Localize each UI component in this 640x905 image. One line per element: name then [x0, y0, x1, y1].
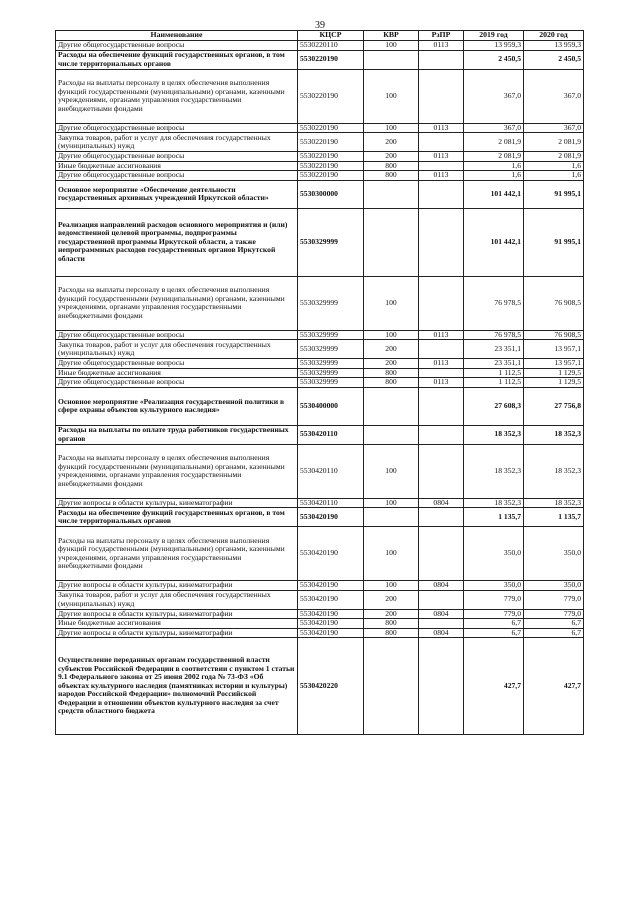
table-row — [56, 387, 584, 425]
table-row — [56, 378, 584, 388]
header-kcsr: КЦСР — [298, 31, 364, 41]
row-value-2019: 2 450,5 — [464, 50, 524, 69]
row-rzpr: 0804 — [419, 609, 464, 619]
row-rzpr: 0113 — [419, 378, 464, 388]
row-kcsr: 5530220190 — [298, 171, 364, 181]
row-kcsr: 5530220190 — [298, 161, 364, 171]
row-name: Расходы на обеспечение функций государственных органов, в том числе территориальных органов — [56, 50, 298, 69]
row-kvr: 800 — [364, 161, 419, 171]
row-value-2019: 350,0 — [464, 581, 524, 591]
row-rzpr — [419, 50, 464, 69]
row-kvr — [364, 425, 419, 444]
row-value-2019: 1 112,5 — [464, 368, 524, 378]
row-value-2019: 2 081,9 — [464, 133, 524, 152]
table-row — [56, 359, 584, 369]
table-body — [56, 41, 584, 735]
row-kcsr: 5530329999 — [298, 276, 364, 330]
row-kcsr: 5530420110 — [298, 444, 364, 498]
row-name: Расходы на выплаты персоналу в целях обеспечения выполнения функций государственными (муниципальными) органами, казенными учреждениями, органами управления государственными внебюджетными фондами — [56, 444, 298, 498]
row-value-2019: 18 352,3 — [464, 425, 524, 444]
row-value-2020: 367,0 — [524, 69, 584, 123]
row-value-2020: 6,7 — [524, 628, 584, 638]
row-value-2020: 1 129,5 — [524, 368, 584, 378]
row-kvr — [364, 50, 419, 69]
row-name: Иные бюджетные ассигнования — [56, 368, 298, 378]
row-kcsr: 5530220190 — [298, 69, 364, 123]
row-kcsr: 5530420190 — [298, 609, 364, 619]
row-rzpr: 0113 — [419, 171, 464, 181]
table-row — [56, 444, 584, 498]
row-kvr: 200 — [364, 609, 419, 619]
row-name: Другие вопросы в области культуры, кинематографии — [56, 581, 298, 591]
row-value-2019: 1,6 — [464, 161, 524, 171]
row-value-2020: 2 450,5 — [524, 50, 584, 69]
row-name: Закупка товаров, работ и услуг для обеспечения государственных (муниципальных) нужд — [56, 340, 298, 359]
table-row — [56, 50, 584, 69]
row-kvr: 200 — [364, 340, 419, 359]
row-kcsr: 5530329999 — [298, 378, 364, 388]
row-rzpr — [419, 638, 464, 735]
row-kcsr: 5530220190 — [298, 50, 364, 69]
row-kvr: 100 — [364, 123, 419, 133]
table-row — [56, 152, 584, 162]
row-value-2020: 779,0 — [524, 609, 584, 619]
row-value-2019: 6,7 — [464, 619, 524, 629]
table-row — [56, 619, 584, 629]
row-value-2019: 23 351,1 — [464, 359, 524, 369]
row-value-2020: 27 756,8 — [524, 387, 584, 425]
row-kvr: 800 — [364, 619, 419, 629]
row-value-2020: 18 352,3 — [524, 444, 584, 498]
row-name: Другие общегосударственные вопросы — [56, 171, 298, 181]
row-name: Другие общегосударственные вопросы — [56, 359, 298, 369]
row-name: Закупка товаров, работ и услуг для обеспечения государственных (муниципальных) нужд — [56, 590, 298, 609]
row-value-2019: 23 351,1 — [464, 340, 524, 359]
row-kvr — [364, 208, 419, 276]
table-row — [56, 498, 584, 508]
row-kvr: 100 — [364, 581, 419, 591]
row-kvr: 100 — [364, 444, 419, 498]
budget-table — [55, 30, 584, 735]
table-row — [56, 527, 584, 581]
row-kcsr: 5530420190 — [298, 508, 364, 527]
row-kvr — [364, 180, 419, 208]
row-value-2020: 1 135,7 — [524, 508, 584, 527]
row-kcsr: 5530220190 — [298, 123, 364, 133]
row-name: Иные бюджетные ассигнования — [56, 161, 298, 171]
row-rzpr — [419, 527, 464, 581]
table-row — [56, 590, 584, 609]
row-value-2019: 101 442,1 — [464, 180, 524, 208]
row-kvr: 100 — [364, 41, 419, 51]
row-name: Другие общегосударственные вопросы — [56, 123, 298, 133]
row-value-2020: 6,7 — [524, 619, 584, 629]
row-name: Основное мероприятие «Реализация государственной политики в сфере охраны объектов культурного наследия» — [56, 387, 298, 425]
table-row — [56, 180, 584, 208]
row-kcsr: 5530420220 — [298, 638, 364, 735]
row-kcsr: 5530420190 — [298, 628, 364, 638]
row-kvr: 800 — [364, 368, 419, 378]
row-kcsr: 5530329999 — [298, 359, 364, 369]
row-value-2020: 350,0 — [524, 581, 584, 591]
row-value-2019: 76 978,5 — [464, 330, 524, 340]
row-value-2019: 101 442,1 — [464, 208, 524, 276]
row-rzpr — [419, 340, 464, 359]
row-name: Другие общегосударственные вопросы — [56, 41, 298, 51]
row-value-2020: 76 908,5 — [524, 276, 584, 330]
row-rzpr — [419, 69, 464, 123]
row-kvr: 200 — [364, 152, 419, 162]
row-value-2020: 2 081,9 — [524, 133, 584, 152]
table-header-row — [56, 31, 584, 41]
row-value-2019: 18 352,3 — [464, 498, 524, 508]
header-kvr: КВР — [364, 31, 419, 41]
row-rzpr — [419, 133, 464, 152]
row-value-2020: 427,7 — [524, 638, 584, 735]
row-rzpr: 0804 — [419, 628, 464, 638]
row-kcsr: 5530220110 — [298, 41, 364, 51]
table-row — [56, 628, 584, 638]
table-row — [56, 276, 584, 330]
row-value-2019: 1 112,5 — [464, 378, 524, 388]
row-value-2020: 1,6 — [524, 171, 584, 181]
row-kcsr: 5530420110 — [298, 425, 364, 444]
row-kvr: 100 — [364, 527, 419, 581]
row-kcsr: 5530220190 — [298, 152, 364, 162]
row-kvr: 800 — [364, 171, 419, 181]
row-rzpr — [419, 161, 464, 171]
table-row — [56, 638, 584, 735]
row-kvr: 100 — [364, 498, 419, 508]
row-kcsr: 5530329999 — [298, 340, 364, 359]
table-row — [56, 368, 584, 378]
row-name: Другие общегосударственные вопросы — [56, 330, 298, 340]
table-row — [56, 161, 584, 171]
row-value-2020: 18 352,3 — [524, 498, 584, 508]
row-value-2019: 367,0 — [464, 123, 524, 133]
row-value-2019: 6,7 — [464, 628, 524, 638]
table-row — [56, 171, 584, 181]
row-kvr: 800 — [364, 378, 419, 388]
row-rzpr — [419, 619, 464, 629]
table-row — [56, 330, 584, 340]
table-row — [56, 133, 584, 152]
row-kcsr: 5530420190 — [298, 619, 364, 629]
row-kcsr: 5530329999 — [298, 330, 364, 340]
row-kcsr: 5530420190 — [298, 581, 364, 591]
row-name: Другие вопросы в области культуры, кинематографии — [56, 628, 298, 638]
row-value-2020: 76 908,5 — [524, 330, 584, 340]
row-value-2020: 91 995,1 — [524, 180, 584, 208]
row-value-2020: 2 081,9 — [524, 152, 584, 162]
row-value-2020: 350,0 — [524, 527, 584, 581]
row-kcsr: 5530400000 — [298, 387, 364, 425]
row-value-2019: 367,0 — [464, 69, 524, 123]
row-value-2019: 779,0 — [464, 590, 524, 609]
row-kcsr: 5530420190 — [298, 590, 364, 609]
row-value-2019: 76 978,5 — [464, 276, 524, 330]
row-rzpr — [419, 444, 464, 498]
row-value-2020: 18 352,3 — [524, 425, 584, 444]
row-kvr: 100 — [364, 69, 419, 123]
row-value-2019: 2 081,9 — [464, 152, 524, 162]
row-value-2020: 91 995,1 — [524, 208, 584, 276]
row-rzpr: 0113 — [419, 359, 464, 369]
header-name: Наименование — [56, 31, 298, 41]
row-value-2020: 13 957,1 — [524, 340, 584, 359]
row-rzpr — [419, 387, 464, 425]
row-rzpr — [419, 425, 464, 444]
row-name: Иные бюджетные ассигнования — [56, 619, 298, 629]
row-kvr: 200 — [364, 590, 419, 609]
row-name: Другие вопросы в области культуры, кинематографии — [56, 498, 298, 508]
row-name: Расходы на выплаты персоналу в целях обеспечения выполнения функций государственными (муниципальными) органами, казенными учреждениями, органами управления государственными внебюджетными фондами — [56, 276, 298, 330]
row-rzpr — [419, 508, 464, 527]
row-name: Реализация направлений расходов основного мероприятия и (или) ведомственной целевой программы, подпрограммы государственной программы Иркутской области, а также непрограммных расходов государственных органов Иркутской области — [56, 208, 298, 276]
row-value-2019: 427,7 — [464, 638, 524, 735]
row-kvr: 100 — [364, 330, 419, 340]
row-name: Расходы на выплаты персоналу в целях обеспечения выполнения функций государственными (муниципальными) органами, казенными учреждениями, органами управления государственными внебюджетными фондами — [56, 527, 298, 581]
table-row — [56, 69, 584, 123]
row-rzpr: 0804 — [419, 498, 464, 508]
row-value-2020: 779,0 — [524, 590, 584, 609]
row-value-2020: 367,0 — [524, 123, 584, 133]
row-kvr — [364, 387, 419, 425]
header-year-2019: 2019 год — [464, 31, 524, 41]
row-kcsr: 5530420190 — [298, 527, 364, 581]
row-value-2019: 1,6 — [464, 171, 524, 181]
table-row — [56, 41, 584, 51]
row-rzpr — [419, 208, 464, 276]
row-kcsr: 5530300000 — [298, 180, 364, 208]
row-value-2019: 779,0 — [464, 609, 524, 619]
row-rzpr: 0113 — [419, 41, 464, 51]
row-value-2020: 13 957,1 — [524, 359, 584, 369]
row-kcsr: 5530420110 — [298, 498, 364, 508]
row-rzpr: 0113 — [419, 330, 464, 340]
row-value-2019: 350,0 — [464, 527, 524, 581]
row-name: Другие вопросы в области культуры, кинематографии — [56, 609, 298, 619]
page-number: 39 — [315, 20, 325, 31]
row-name: Расходы на выплаты персоналу в целях обеспечения выполнения функций государственными (муниципальными) органами, казенными учреждениями, органами управления государственными внебюджетными фондами — [56, 69, 298, 123]
row-kvr — [364, 638, 419, 735]
row-name: Основное мероприятие «Обеспечение деятельности государственных архивных учреждений Иркутской области» — [56, 180, 298, 208]
row-rzpr — [419, 276, 464, 330]
table-row — [56, 609, 584, 619]
row-rzpr: 0804 — [419, 581, 464, 591]
row-kvr: 800 — [364, 628, 419, 638]
row-value-2019: 1 135,7 — [464, 508, 524, 527]
table-row — [56, 425, 584, 444]
row-value-2019: 18 352,3 — [464, 444, 524, 498]
table-row — [56, 340, 584, 359]
row-value-2020: 1 129,5 — [524, 378, 584, 388]
row-rzpr: 0113 — [419, 152, 464, 162]
row-name: Расходы на выплаты по оплате труда работников государственных органов — [56, 425, 298, 444]
table-row — [56, 581, 584, 591]
row-kvr: 200 — [364, 359, 419, 369]
row-name: Расходы на обеспечение функций государственных органов, в том числе территориальных органов — [56, 508, 298, 527]
row-kcsr: 5530329999 — [298, 368, 364, 378]
row-kcsr: 5530220190 — [298, 133, 364, 152]
row-kcsr: 5530329999 — [298, 208, 364, 276]
header-rzpr: РзПР — [419, 31, 464, 41]
header-year-2020: 2020 год — [524, 31, 584, 41]
row-kvr: 200 — [364, 133, 419, 152]
row-rzpr: 0113 — [419, 123, 464, 133]
row-value-2019: 13 959,3 — [464, 41, 524, 51]
row-rzpr — [419, 590, 464, 609]
row-kvr: 100 — [364, 276, 419, 330]
table-row — [56, 123, 584, 133]
row-kvr — [364, 508, 419, 527]
table-row — [56, 508, 584, 527]
row-name: Другие общегосударственные вопросы — [56, 378, 298, 388]
row-value-2020: 1,6 — [524, 161, 584, 171]
row-value-2020: 13 959,3 — [524, 41, 584, 51]
table-row — [56, 208, 584, 276]
row-name: Другие общегосударственные вопросы — [56, 152, 298, 162]
row-name: Осуществление переданных органам государственной власти субъектов Российской Федерации в соответствии с пунктом 1 статьи 9.1 Федерального закона от 25 июня 2002 года № 73-ФЗ «Об объектах культурного наследия (памятниках истории и культуры) народов Российской Федерации» полномочий Российской Федерации в отношении объектов культурного наследия за счет средств областного бюджета — [56, 638, 298, 735]
row-name: Закупка товаров, работ и услуг для обеспечения государственных (муниципальных) нужд — [56, 133, 298, 152]
row-value-2019: 27 608,3 — [464, 387, 524, 425]
row-rzpr — [419, 368, 464, 378]
row-rzpr — [419, 180, 464, 208]
